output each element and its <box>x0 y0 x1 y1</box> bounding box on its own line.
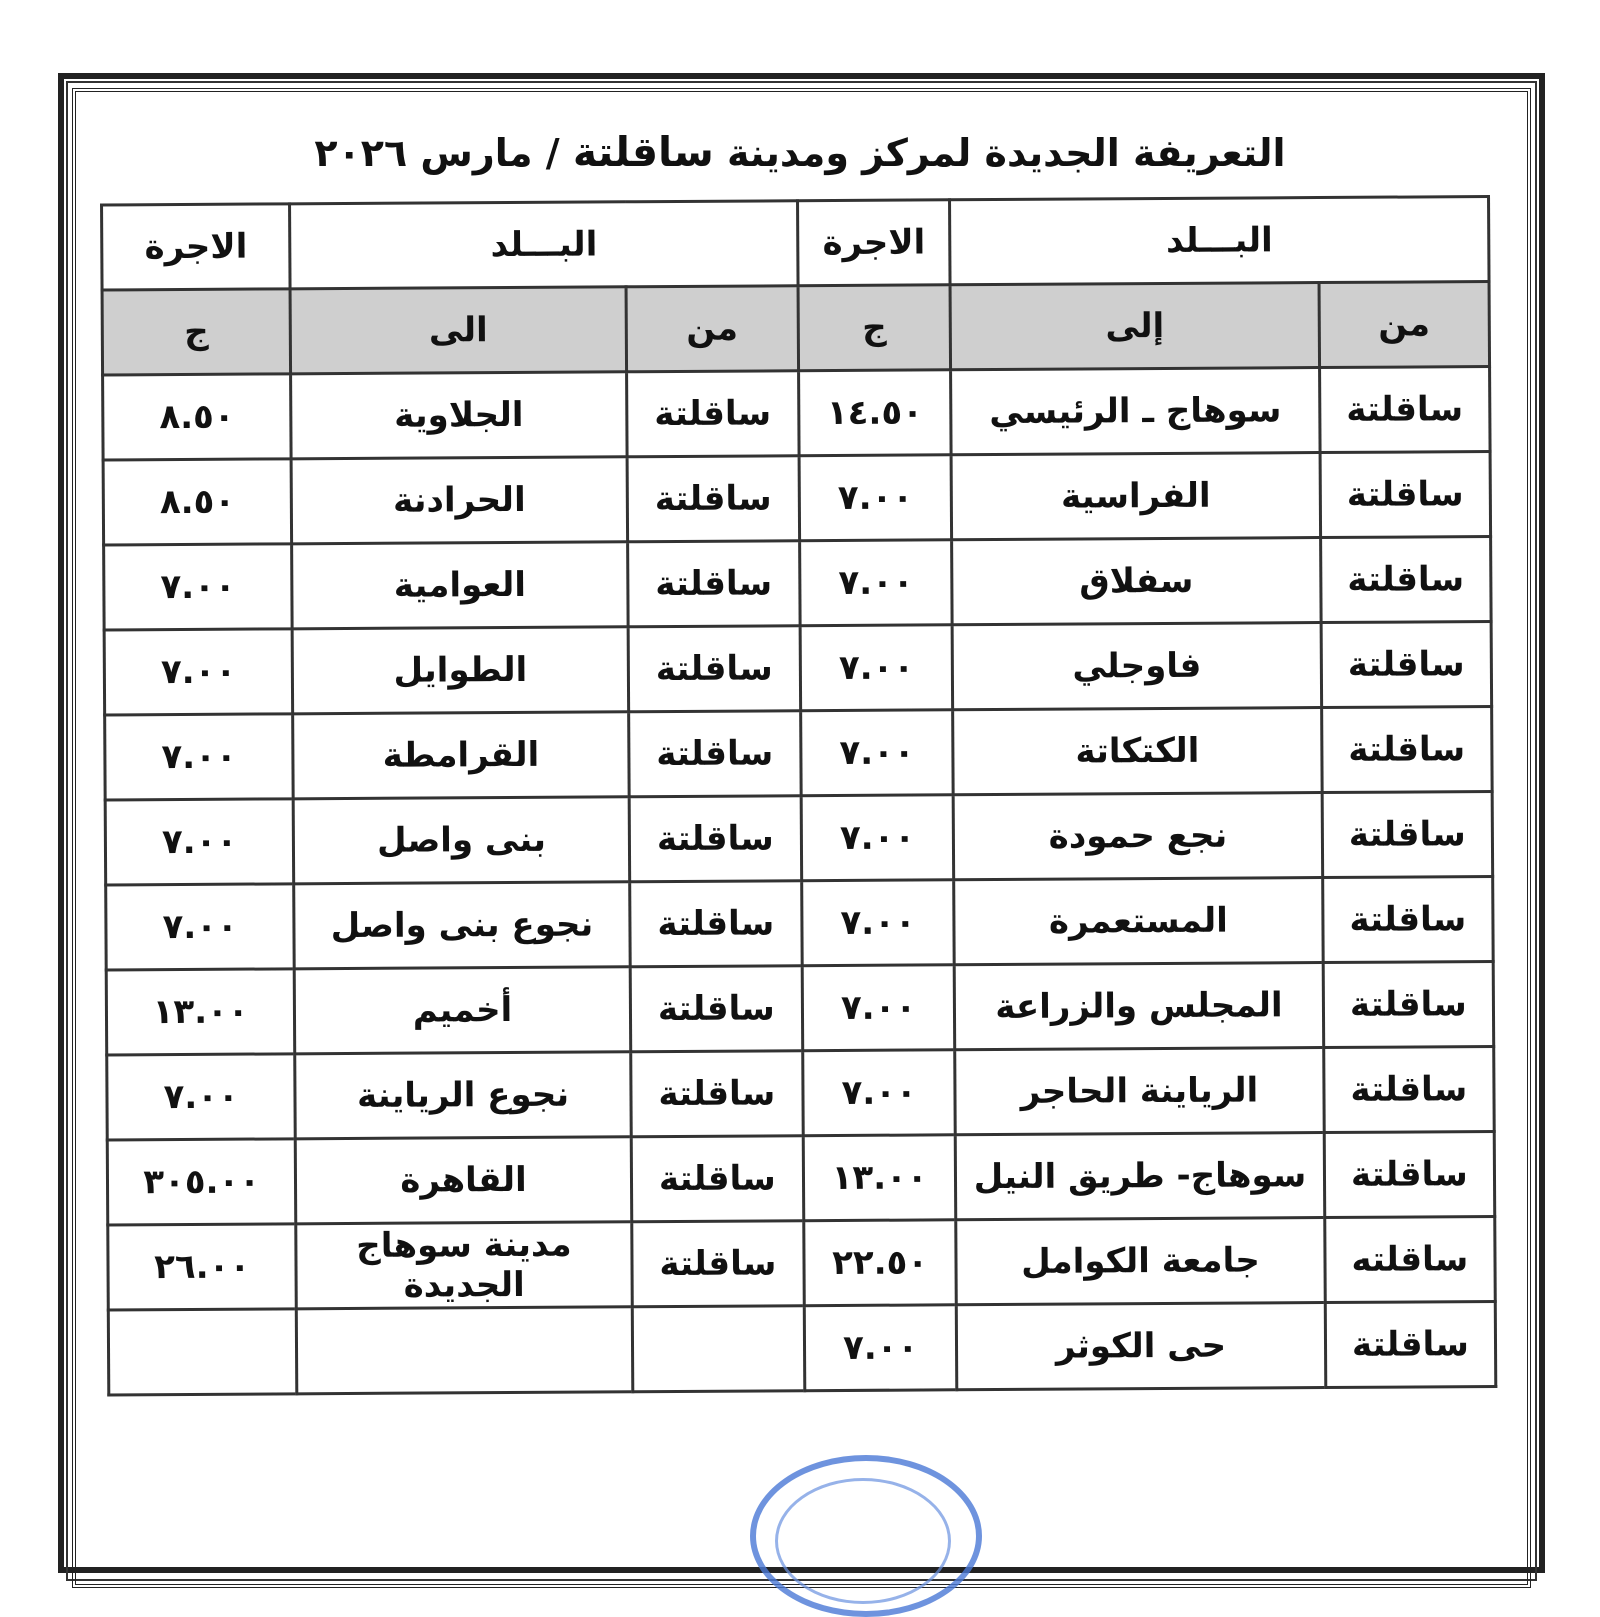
cell-fare2 <box>108 1309 297 1395</box>
cell-to2: العوامية <box>292 542 628 629</box>
cell-to2: مدينة سوهاج الجديدة <box>296 1222 632 1309</box>
header-from-1: من <box>1319 282 1490 368</box>
table-row <box>105 706 1492 799</box>
cell-from2: ساقلتة <box>626 371 799 457</box>
header-place-1: البـــلد <box>950 197 1489 285</box>
cell-from1: ساقلته <box>1325 1216 1496 1302</box>
table-row <box>103 367 1490 460</box>
title-prefix: التعريفة الجديدة لمركز ومدينة <box>727 131 1286 175</box>
cell-from1: ساقلتة <box>1322 791 1493 877</box>
cell-fare2: ٧.٠٠ <box>105 799 294 885</box>
cell-fare2: ١٣.٠٠ <box>106 969 295 1055</box>
cell-from2: ساقلتة <box>632 1221 805 1307</box>
cell-from2: ساقلتة <box>630 1051 803 1137</box>
cell-from1: ساقلتة <box>1325 1301 1496 1387</box>
table-row <box>103 452 1490 545</box>
cell-to1: سفلاق <box>952 538 1321 625</box>
header-fare-1: الاجرة <box>798 200 951 286</box>
cell-from2: ساقلتة <box>628 626 801 712</box>
title-city: ساقلتة <box>572 128 714 176</box>
cell-fare1: ٧.٠٠ <box>801 795 954 881</box>
cell-fare1: ١٣.٠٠ <box>803 1135 956 1221</box>
header-fare-2: الاجرة <box>102 204 291 290</box>
cell-from2: ساقلتة <box>630 966 803 1052</box>
cell-to2: الحرادنة <box>291 457 627 544</box>
cell-to1: الرياينة الحاجر <box>955 1048 1324 1135</box>
table-row <box>106 961 1493 1054</box>
cell-fare2: ٧.٠٠ <box>107 1054 296 1140</box>
cell-fare1: ٧.٠٠ <box>802 965 955 1051</box>
cell-from1: ساقلتة <box>1321 706 1492 792</box>
title-date: / مارس ٢٠٢٦ <box>314 131 560 175</box>
cell-fare1: ٧.٠٠ <box>799 455 952 541</box>
cell-to2: الطوايل <box>292 627 628 714</box>
cell-from1: ساقلتة <box>1319 367 1490 453</box>
header-to-1: إلى <box>950 283 1319 370</box>
cell-from1: ساقلتة <box>1322 876 1493 962</box>
table-row <box>104 537 1491 630</box>
cell-to2: الجلاوية <box>291 372 627 459</box>
cell-fare2: ٧.٠٠ <box>106 884 295 970</box>
cell-from2: ساقلتة <box>627 456 800 542</box>
cell-fare2: ٢٦.٠٠ <box>108 1224 297 1310</box>
cell-to2: نجوع الرياينة <box>295 1052 631 1139</box>
cell-fare2: ٣٠٥.٠٠ <box>107 1139 296 1225</box>
cell-from2 <box>632 1306 805 1392</box>
cell-from2: ساقلتة <box>629 881 802 967</box>
cell-to1: الكتكاتة <box>953 708 1322 795</box>
cell-to2: القرامطة <box>293 712 629 799</box>
cell-from2: ساقلتة <box>631 1136 804 1222</box>
cell-from1: ساقلتة <box>1320 537 1491 623</box>
cell-to1: المجلس والزراعة <box>954 963 1323 1050</box>
cell-from2: ساقلتة <box>627 541 800 627</box>
cell-fare1: ٧.٠٠ <box>804 1305 957 1391</box>
header-to-2: الى <box>290 287 626 374</box>
header-unit-1: ج <box>798 285 951 371</box>
document-title <box>300 128 1300 176</box>
cell-from1: ساقلتة <box>1324 1131 1495 1217</box>
cell-to2: بنى واصل <box>293 797 629 884</box>
cell-from1: ساقلتة <box>1321 622 1492 708</box>
cell-to2 <box>297 1307 633 1394</box>
cell-fare1: ٧.٠٠ <box>803 1050 956 1136</box>
table-row <box>106 876 1493 969</box>
cell-to1: فاوجلي <box>952 623 1321 710</box>
cell-to2: أخميم <box>295 967 631 1054</box>
cell-fare2: ٧.٠٠ <box>104 544 293 630</box>
cell-fare2: ٧.٠٠ <box>105 714 294 800</box>
cell-to1: الفراسية <box>951 453 1320 540</box>
header-unit-2: ج <box>102 289 291 375</box>
cell-to2: نجوع بنى واصل <box>294 882 630 969</box>
cell-from2: ساقلتة <box>628 711 801 797</box>
table-row <box>104 622 1491 715</box>
header-from-2: من <box>626 286 799 372</box>
cell-to1: نجع حمودة <box>953 793 1322 880</box>
cell-fare1: ١٤.٥٠ <box>799 370 952 456</box>
cell-from1: ساقلتة <box>1323 1046 1494 1132</box>
cell-to1: سوهاج ـ الرئيسي <box>951 368 1320 455</box>
table-row <box>108 1301 1495 1394</box>
cell-from1: ساقلتة <box>1320 452 1491 538</box>
fare-table <box>100 195 1497 1396</box>
cell-to1: سوهاج- طريق النيل <box>955 1133 1324 1220</box>
cell-fare2: ٨.٥٠ <box>103 459 292 545</box>
cell-fare1: ٧.٠٠ <box>800 625 953 711</box>
cell-from2: ساقلتة <box>629 796 802 882</box>
official-stamp-inner-ring <box>775 1478 951 1604</box>
table-row <box>108 1216 1495 1309</box>
cell-to2: القاهرة <box>296 1137 632 1224</box>
cell-fare1: ٧.٠٠ <box>802 880 955 966</box>
header-place-2: البـــلد <box>290 201 798 289</box>
cell-to1: جامعة الكوامل <box>956 1218 1325 1305</box>
cell-fare2: ٨.٥٠ <box>103 374 292 460</box>
cell-from1: ساقلتة <box>1323 961 1494 1047</box>
cell-to1: المستعمرة <box>954 878 1323 965</box>
table-row <box>107 1046 1494 1139</box>
cell-fare1: ٧.٠٠ <box>801 710 954 796</box>
cell-fare1: ٢٢.٥٠ <box>804 1220 957 1306</box>
table-row <box>107 1131 1494 1224</box>
cell-fare1: ٧.٠٠ <box>800 540 953 626</box>
table-row <box>105 791 1492 884</box>
cell-fare2: ٧.٠٠ <box>104 629 293 715</box>
cell-to1: حى الكوثر <box>957 1303 1326 1390</box>
